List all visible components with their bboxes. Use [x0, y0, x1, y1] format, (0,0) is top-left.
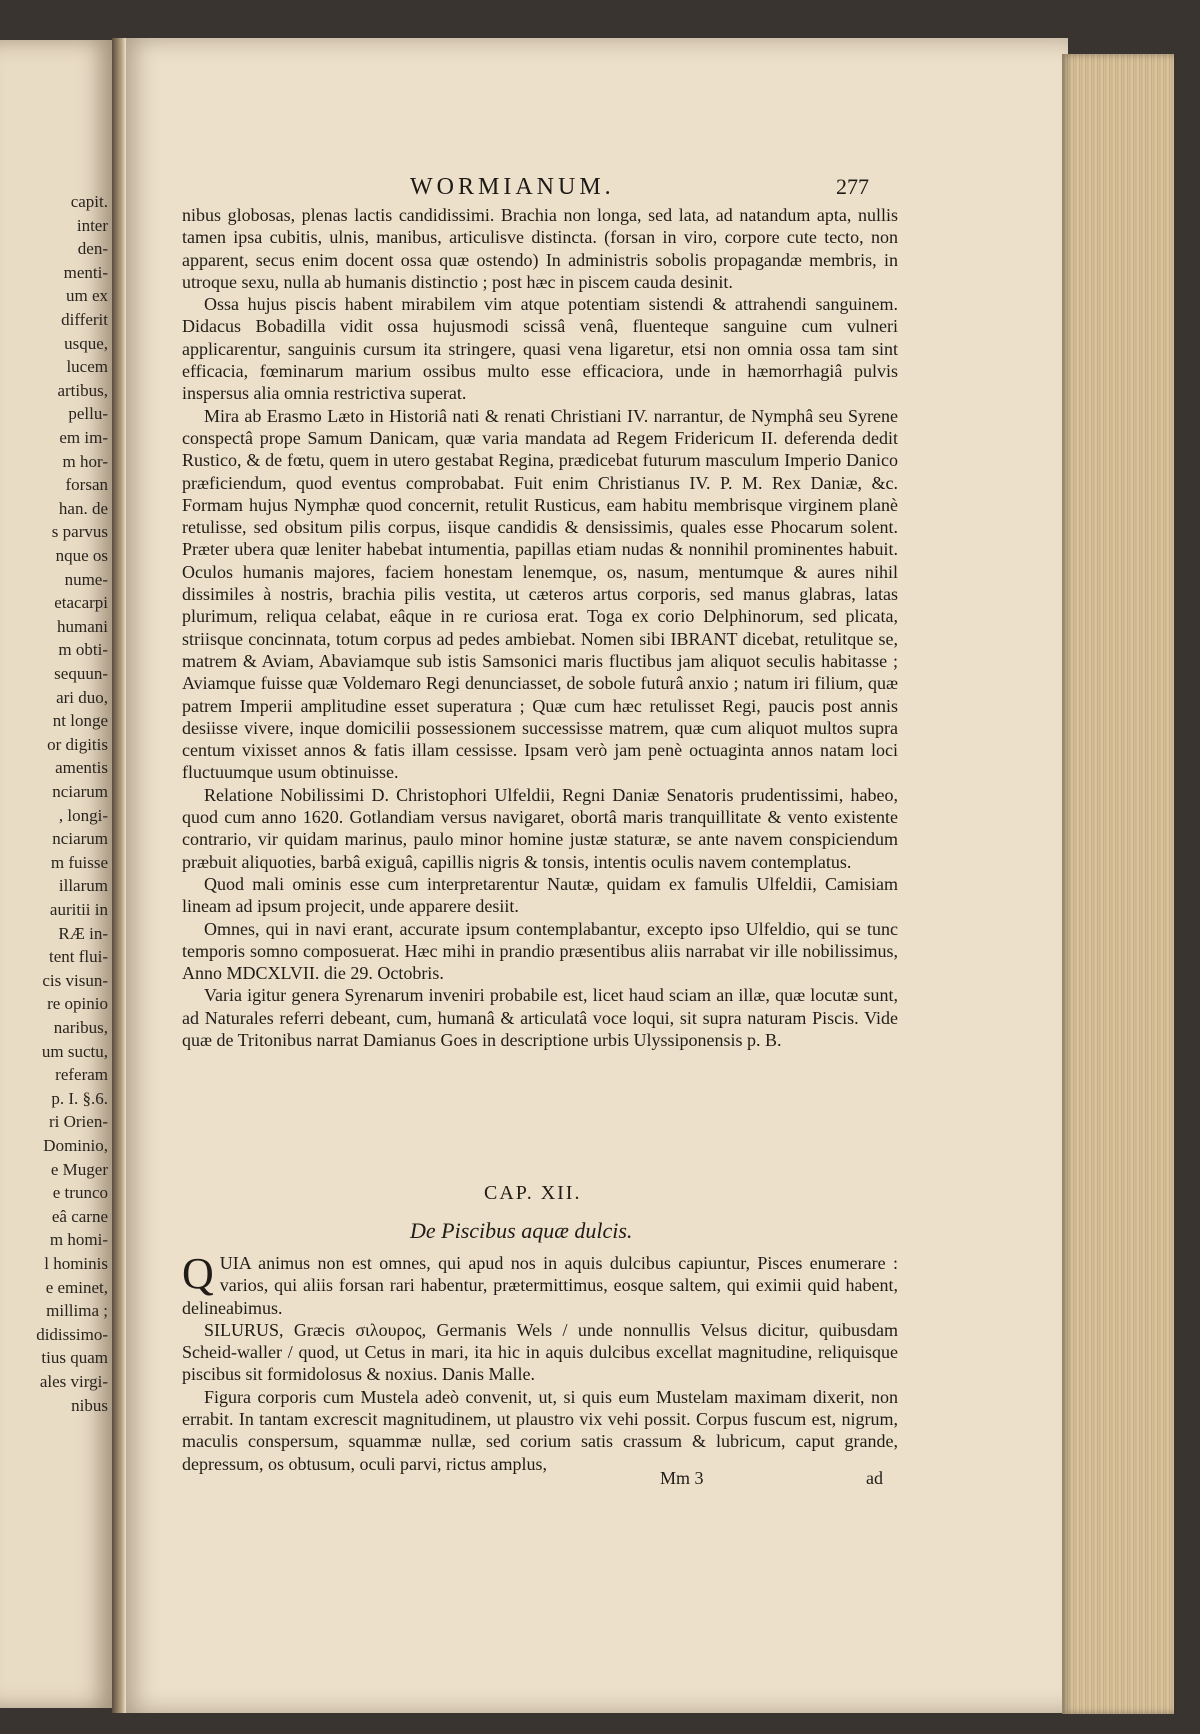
- left-page-fragment: m fuisse: [50, 852, 108, 872]
- left-page-fragment: etacarpi: [54, 593, 108, 613]
- left-page-fragment: e trunco: [52, 1183, 108, 1203]
- left-page-fragment: sequun-: [54, 664, 108, 683]
- left-page-fragment: capit.: [70, 192, 108, 211]
- left-page-fragment: eâ carne: [51, 1206, 108, 1226]
- main-text: [182, 204, 898, 1051]
- chapter-subtitle: De Piscibus aquæ dulcis.: [410, 1218, 633, 1243]
- left-page-fragment: usque,: [64, 333, 108, 353]
- left-page-fragment: RÆ in-: [58, 923, 108, 943]
- left-page-fragment: Dominio,: [43, 1136, 108, 1155]
- paragraph: Ossa hujus piscis habent mirabilem vim atque potentiam sistendi & attrahendi sanguinem. Didacus Bobadilla vidit ossa hujusmodi scissâ venâ, fluenteque sanguine cum vulneri applicarentur, sanguinis cursum ita stringere, quasi vena ligaretur, etsi non omnia ossa tam sint efficacia, fœminarum marium ossibus multo esse efficaciora, unde in hæmorrhagiâ pulvis inspersus alia omnia restrictiva superat.: [182, 294, 898, 404]
- left-page-fragment: ari duo,: [56, 687, 108, 707]
- paragraph: [182, 1249, 898, 1319]
- left-page: [0, 40, 118, 1708]
- left-page-fragment: l hominis: [44, 1254, 108, 1273]
- left-page-fragment: nume-: [64, 569, 108, 589]
- left-page-fragment: forsan: [65, 475, 108, 495]
- left-page-fragment: menti-: [63, 262, 108, 282]
- left-page-fragment: referam: [55, 1065, 108, 1085]
- left-page-fragment: ri Orien-: [48, 1112, 108, 1132]
- chapter-text: [182, 1249, 898, 1475]
- left-page-fragment: nciarum: [52, 829, 108, 849]
- paragraph: Omnes, qui in navi erant, accurate ipsum contemplabantur, excepto ipso Ulfeldio, qui se tunc temporis somno composuerat. Hæc mihi in prandio præsentibus aliis narrabat vir ille nobilissimus, Anno MDCXLVII. die 29. Octobris.: [182, 918, 898, 984]
- drop-cap: Q: [182, 1249, 214, 1298]
- left-page-fragment: or digitis: [47, 734, 108, 754]
- left-page-fragment: nt longe: [52, 711, 108, 731]
- page-number: 277: [836, 174, 869, 199]
- paragraph: nibus globosas, plenas lactis candidissimi. Brachia non longa, sed lata, ad natandum apta, nullis tamen ipsa cubitis, ulnis, manibus, articulisve distincta. (forsan in viro, corpore cute tecto, non apparent, secus enim docent ossa quæ ostendo) In administris sobolis propagandæ membris, in utroque sexu, nulla ab humanis distinctio ; post hæc in piscem cauda desinit.: [182, 205, 898, 292]
- left-page-fragment: nciarum: [52, 782, 108, 801]
- paragraph: SILURUS, Græcis σιλουρος, Germanis Wels / unde nonnullis Velsus dicitur, quibusdam Scheid-waller / quod, ut Cetus in mari, ita hic in aquis dulcibus excellat magnitudine, reliquisque piscibus sit formidolosus & noxius. Danis Malle.: [182, 1319, 898, 1385]
- catchword: ad: [866, 1468, 883, 1488]
- left-page-fragment: re opinio: [47, 994, 108, 1014]
- left-page-fragment: lucem: [66, 357, 108, 377]
- left-page-fragment: cis visun-: [42, 970, 108, 990]
- left-page-fragment: artibus,: [57, 380, 108, 400]
- running-header: WORMIANUM.: [410, 174, 615, 200]
- left-page-fragment: m homi-: [49, 1230, 108, 1250]
- paragraph: Figura corporis cum Mustela adeò convenit, ut, si quis eum Mustelam maximam dixerit, non errabit. In tantam excrescit magnitudinem, ut plaustro vix vehi possit. Corpus fuscum est, nigrum, maculis conspersum, squammæ nullæ, sed corium satis crassum & lubricum, caput grande, depressum, os obtusum, oculi parvi, rictus amplus,: [182, 1386, 898, 1474]
- left-page-fragment: den-: [77, 239, 108, 259]
- left-page-fragment: amentis: [55, 758, 108, 778]
- paragraph: Relatione Nobilissimi D. Christophori Ulfeldii, Regni Daniæ Senatoris prudentissimi, habeo, quod cum anno 1620. Gotlandiam versus navigaret, obortâ maris tranquillitate & vento existente contrario, vir quidam marinus, paulo minor homine justæ staturæ, se ante navem conspiciendum præbuit aliquoties, barbâ exiguâ, capillis nigris & tonsis, intentis oculis navem contemplatus.: [182, 784, 898, 872]
- left-page-fragment: didissimo-: [36, 1324, 108, 1344]
- left-page-fragment: millima ;: [46, 1301, 108, 1321]
- left-page-fragment: tent flui-: [48, 947, 108, 967]
- left-page-fragment: , longi-: [58, 805, 108, 825]
- left-page-fragment: um suctu,: [41, 1041, 108, 1061]
- paragraph: Varia igitur genera Syrenarum inveniri probabile est, licet haud sciam an illæ, quæ locutæ sunt, ad Naturales referri debeant, cum, humanâ & articulatâ voce loqui, sit supra naturam Piscis. Vide quæ de Tritonibus narrat Damianus Goes in descriptione urbis Ulyssiponensis p. B.: [182, 985, 898, 1050]
- left-page-fragment: s parvus: [51, 522, 108, 542]
- book-gutter: [112, 38, 126, 1713]
- left-page-fragment: e Muger: [50, 1159, 108, 1179]
- paragraph: Mira ab Erasmo Læto in Historiâ nati & renati Christiani IV. narrantur, de Nymphâ seu Syrene conspectâ prope Samum Danicam, quæ varia mandata ad Regem Fridericum II. deferenda dedit Rustico, & de fœtu, quem in utero gestabat Regina, prædicebat futurum masculum Imperio Danico præficiendum, quod eventus comprobabat. Fuit enim Christianus IV. P. M. Rex Daniæ, &c. Formam hujus Nymphæ quod concernit, retulit Rusticus, eam habitu membrisque virginem planè retulisse, sed obsitum pilis corpus, iisque candidis & densissimis, quales esse Phocarum solent. Præter ubera quæ leniter habebat intumentia, papillas etiam nudas & nonnihil prominentes habuit. Oculos humanis majores, faciem honestam lenemque, os, nasum, mentumque & aures nihil dissimiles à nostris, brachia pilis vestita, ut cæteros artus corporis, sed manus glabras, latas plurimum, reliqua celabat, eâque in re curiosa erat. Toga ex corio Delphinorum, sed plicata, striisque concinnata, totum corpus ad pedes ambiebat. Nomen sibi IBRANT dicebat, retulitque se, matrem & Aviam, Abaviamque sub istis Samsonici maris fluctibus jam aliquot seculis habitasse ; Aviamque fuisse quæ Voldemaro Regi denunciasset, de sobole futurâ anxio ; natum iri filium, quæ patrem Imperii amplitudine esset superatura ; Quæ cum hæc retulisset Regi, paucis post annis desiisse vivere, inque domicilii possessionem successisse matrem, quæ cum aliquot multos supra centum vixisset annos & fatis illam cessisse. Ipsam verò jam penè octuaginta annos natam loci fluctuumque usum obtinuisse.: [182, 405, 898, 783]
- left-page-fragment: nibus: [71, 1395, 108, 1415]
- left-page-fragment: illarum: [58, 876, 108, 896]
- left-page-fragment: ales virgi-: [39, 1372, 108, 1391]
- paragraph-text: UIA animus non est omnes, qui apud nos in aquis dulcibus capiuntur, Pisces enumerare : varios, qui aliis forsan rari habentur, prætermittimus, eosque saltem, qui eximii quid habent, delineabimus.: [182, 1253, 898, 1318]
- left-page-fragment: differit: [61, 310, 108, 329]
- left-page-fragment: em im-: [59, 428, 108, 447]
- left-page-fragment: humani: [57, 616, 108, 636]
- left-page-fragment: pellu-: [68, 404, 108, 424]
- left-page-fragment: han. de: [58, 498, 108, 518]
- left-page-fragment: m obti-: [58, 640, 108, 660]
- left-page-fragment: nque os: [55, 546, 108, 565]
- left-page-fragment: naribus,: [53, 1018, 108, 1037]
- left-page-fragment: inter: [76, 215, 108, 235]
- left-page-fragment: um ex: [65, 286, 108, 306]
- page-fore-edge: [1062, 54, 1174, 1714]
- left-page-fragment: m hor-: [62, 451, 108, 471]
- left-page-fragment: tius quam: [41, 1348, 108, 1368]
- chapter-label: CAP. XII.: [484, 1182, 582, 1204]
- left-page-fragment: e eminet,: [45, 1277, 108, 1297]
- left-page-fragment: auritii in: [49, 900, 108, 919]
- paragraph: Quod mali ominis esse cum interpretarentur Nautæ, quidam ex famulis Ulfeldii, Camisiam lineam ad ipsum projecit, unde apparere desiit.: [182, 873, 898, 917]
- left-page-fragment: p. I. §.6.: [51, 1088, 108, 1108]
- signature-mark: Mm 3: [660, 1468, 704, 1488]
